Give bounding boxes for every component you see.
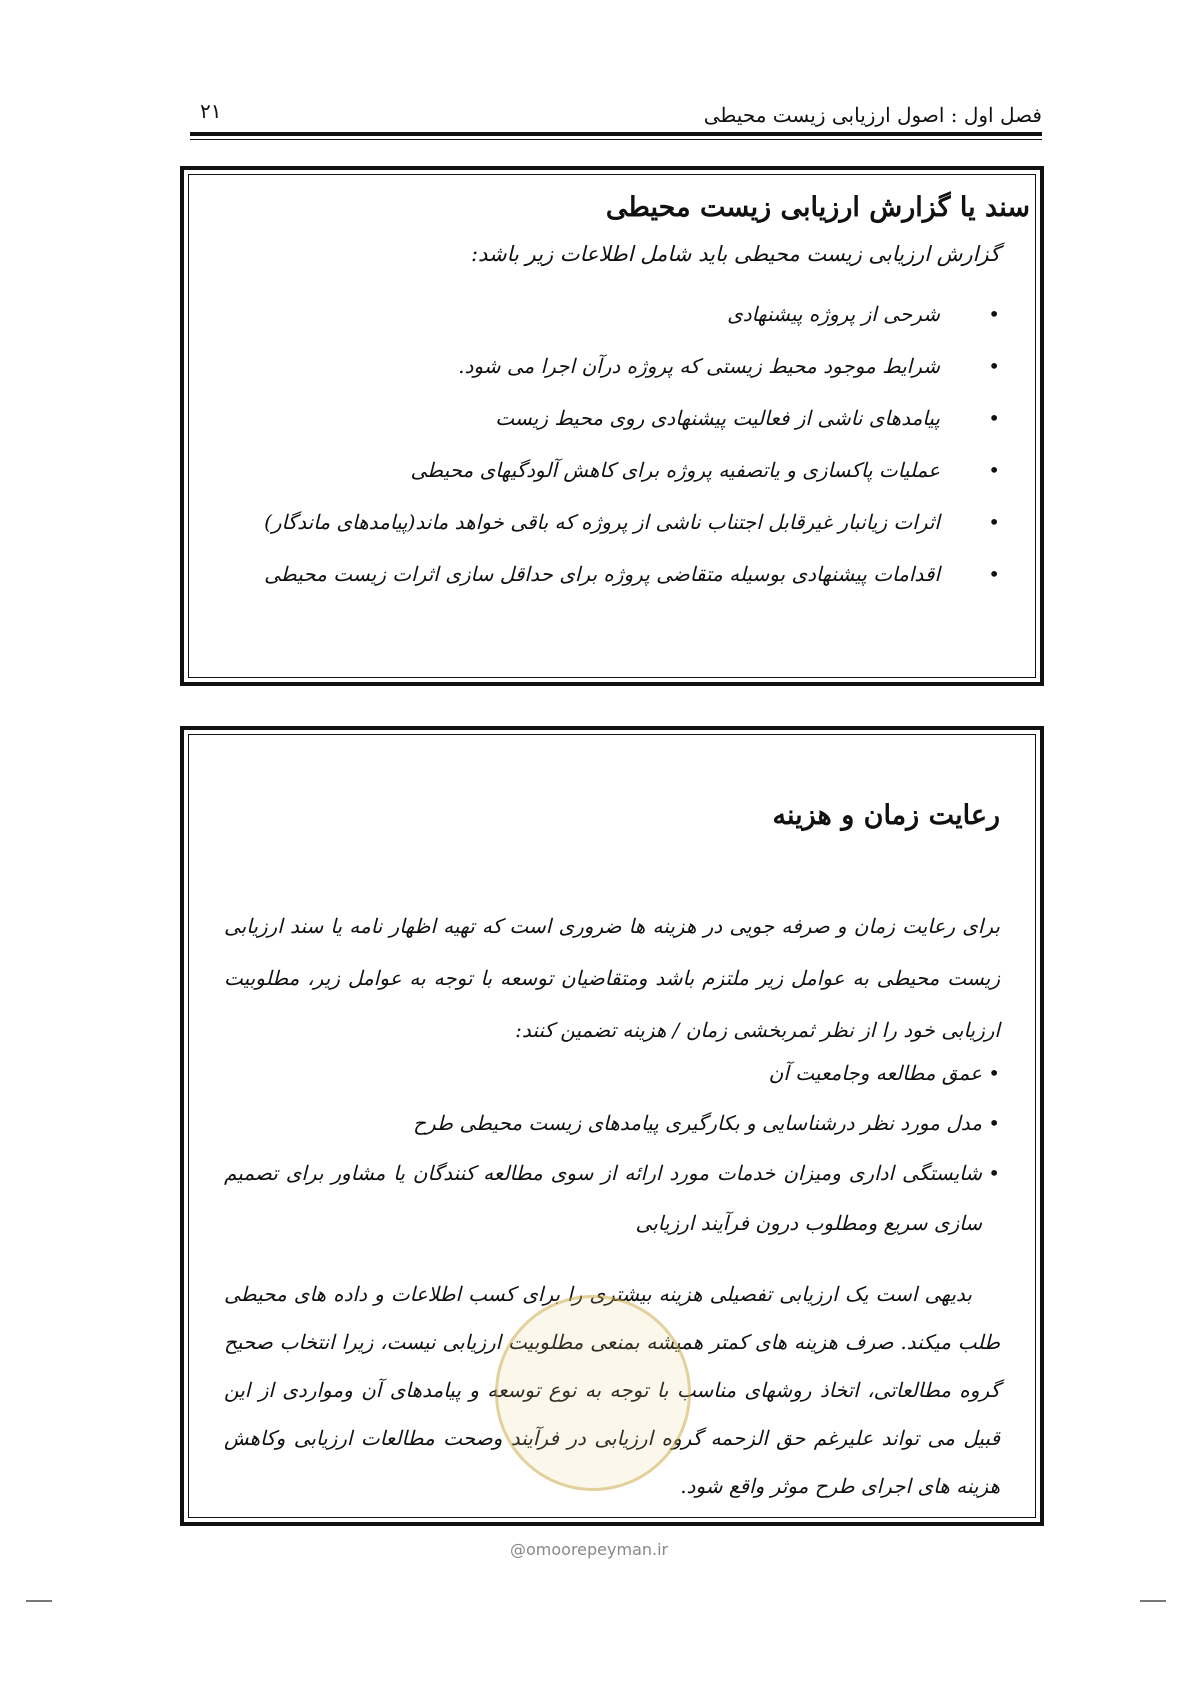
- list-item: • اقدامات پیشنهادی بوسیله متقاضی پروژه برای حداقل سازی اثرات زیست محیطی: [224, 548, 1000, 600]
- bullet-icon: •: [988, 510, 1000, 534]
- bullet-icon: •: [988, 562, 1000, 586]
- box-title: رعایت زمان و هزینه: [772, 800, 1000, 831]
- report-requirements-list: [224, 288, 1000, 600]
- bullet-icon: •: [988, 354, 1000, 378]
- paragraph: برای رعایت زمان و صرفه جویی در هزینه ها ضروری است که تهیه اظهار نامه یا سند ارزیابی زیست محیطی به عوامل زیر ملتزم باشد ومتقاضیان توسعه با توجه به عوامل زیر، مطلوبیت ارزیابی خود را از نظر ثمربخشی زمان / هزینه تضمین کنند:: [224, 914, 1000, 1042]
- scan-mark: [1140, 1600, 1166, 1602]
- list-item: • شرحی از پروژه پیشنهادی: [224, 288, 1000, 340]
- page-number: ۲۱: [200, 99, 222, 123]
- list-item: • شایستگی اداری ومیزان خدمات مورد ارائه از سوی مطالعه کنندگان یا مشاور برای تصمیم سازی سریع ومطلوب درون فرآیند ارزیابی: [224, 1148, 1000, 1248]
- list-item: • عملیات پاکسازی و یاتصفیه پروژه برای کاهش آلودگیهای محیطی: [224, 444, 1000, 496]
- cost-factors-list: [224, 1048, 1000, 1248]
- list-item: • مدل مورد نظر درشناسایی و بکارگیری پیامدهای زیست محیطی طرح: [224, 1098, 1000, 1148]
- box-title: سند یا گزارش ارزیابی زیست محیطی: [605, 192, 1030, 223]
- box-intro: گزارش ارزیابی زیست محیطی باید شامل اطلاعات زیر باشد:: [470, 242, 1000, 266]
- chapter-title: فصل اول : اصول ارزیابی زیست محیطی: [703, 103, 1042, 127]
- list-item: • پیامدهای ناشی از فعالیت پیشنهادی روی محیط زیست: [224, 392, 1000, 444]
- bullet-icon: •: [988, 406, 1000, 430]
- bullet-icon: •: [988, 458, 1000, 482]
- time-cost-box: [180, 726, 1044, 1526]
- bullet-icon: •: [988, 302, 1000, 326]
- watermark-text: @omoorepeyman.ir: [510, 1540, 669, 1559]
- bullet-icon: •: [988, 1161, 1000, 1185]
- environmental-report-box: [180, 166, 1044, 686]
- scan-mark: [26, 1600, 52, 1602]
- list-item: • اثرات زیانبار غیرقابل اجتناب ناشی از پروژه که باقی خواهد ماند(پیامدهای ماندگار): [224, 496, 1000, 548]
- header-rule-thin: [190, 139, 1042, 140]
- list-item: • عمق مطالعه وجامعیت آن: [224, 1048, 1000, 1098]
- bullet-icon: •: [988, 1061, 1000, 1085]
- page-header: [190, 95, 1042, 131]
- list-item: • شرایط موجود محیط زیستی که پروژه درآن اجرا می شود.: [224, 340, 1000, 392]
- header-rule: [190, 132, 1042, 136]
- bullet-icon: •: [988, 1111, 1000, 1135]
- paragraph: بدیهی است یک ارزیابی تفصیلی هزینه بیشتری را برای کسب اطلاعات و داده های محیطی طلب میکند. صرف هزینه های کمتر همیشه بمنعی مطلوبیت ارزیابی نیست، زیرا انتخاب صحیح گروه مطالعاتی، اتخاذ روشهای مناسب با توجه به نوع توسعه و پیامدهای آن ومواردی از این قبیل می تواند علیرغم حق الزحمه گروه ارزیابی در فرآیند وصحت مطالعات ارزیابی وکاهش هزینه های اجرای طرح موثر واقع شود.: [224, 1282, 1001, 1498]
